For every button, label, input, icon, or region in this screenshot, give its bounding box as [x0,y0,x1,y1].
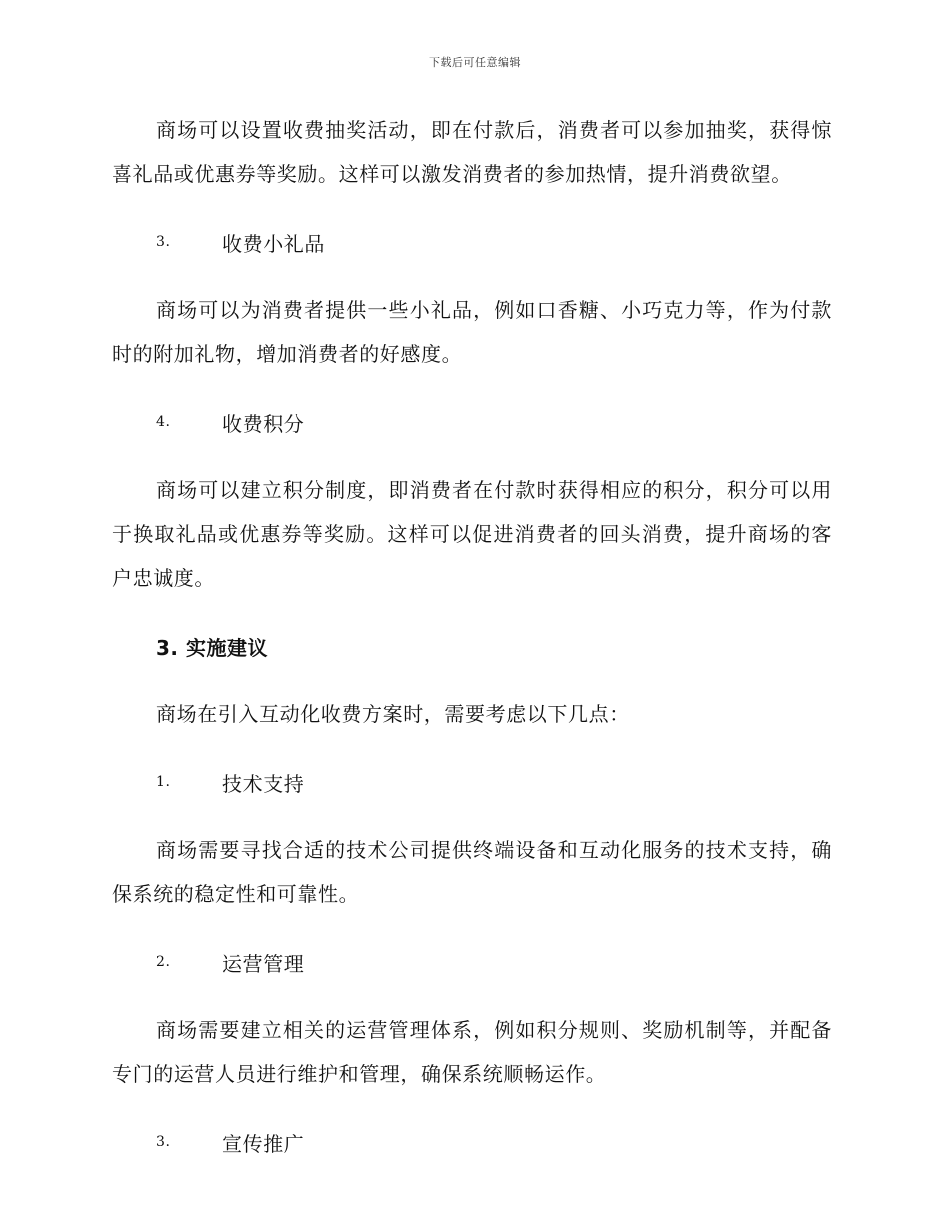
paragraph-small-gift: 商场可以为消费者提供一些小礼品，例如口香糖、小巧克力等，作为付款时的附加礼物，增加消费者的好感度。 [112,298,832,366]
list-item-tech-support [112,752,832,812]
list-number: 3. [156,234,171,250]
paragraph-operations: 商场需要建立相关的运营管理体系，例如积分规则、奖励机制等，并配备专门的运营人员进行维护和管理，确保系统顺畅运作。 [112,1018,832,1086]
list-item-points [112,392,832,452]
list-label: 收费积分 [222,411,305,436]
list-label: 宣传推广 [222,1131,305,1156]
list-number: 2. [156,954,171,970]
list-item-operations [112,932,832,992]
paragraph-points: 商场可以建立积分制度，即消费者在付款时获得相应的积分，积分可以用于换取礼品或优惠券等奖励。这样可以促进消费者的回头消费，提升商场的客户忠诚度。 [112,478,832,590]
document-body [112,108,832,1172]
list-item-small-gift [112,212,832,272]
list-item-promotion [112,1112,832,1172]
page-header-note: 下载后可任意编辑 [429,56,521,69]
paragraph-lottery: 商场可以设置收费抽奖活动，即在付款后，消费者可以参加抽奖，获得惊喜礼品或优惠券等奖励。这样可以激发消费者的参加热情，提升消费欲望。 [112,118,832,186]
list-label: 技术支持 [222,771,305,796]
list-number: 1. [156,774,171,790]
paragraph-tech-support: 商场需要寻找合适的技术公司提供终端设备和互动化服务的技术支持，确保系统的稳定性和可靠性。 [112,838,832,906]
list-label: 收费小礼品 [222,231,325,256]
list-number: 3. [156,1134,171,1150]
list-label: 运营管理 [222,951,305,976]
list-number: 4. [156,414,171,430]
section-title: 3. 实施建议 [156,635,268,660]
paragraph-intro: 商场在引入互动化收费方案时，需要考虑以下几点： [156,702,630,726]
